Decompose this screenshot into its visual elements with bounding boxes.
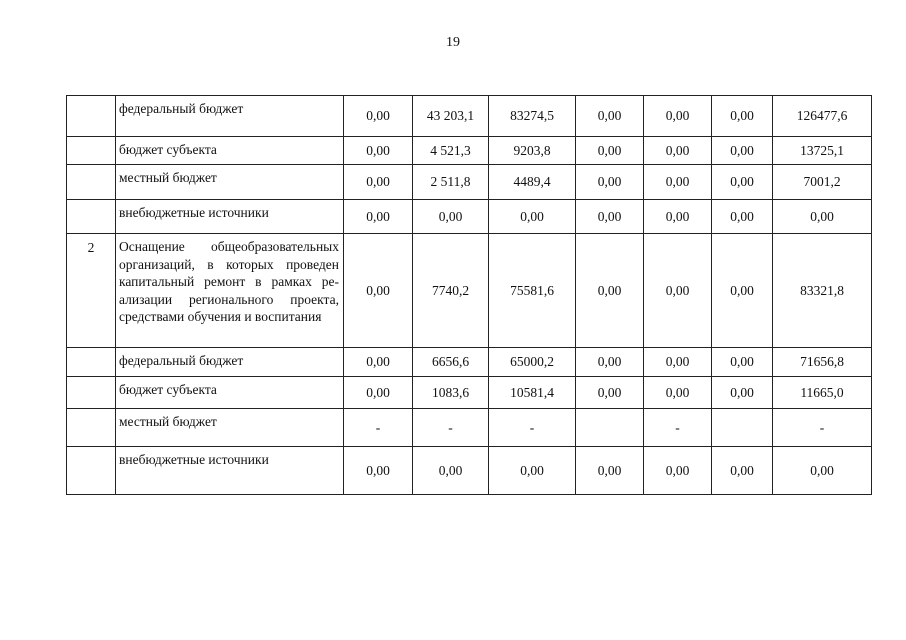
value-cell: 0,00 — [344, 348, 413, 377]
value-cell: 0,00 — [712, 137, 773, 165]
value-cell: 0,00 — [576, 165, 644, 200]
value-cell: - — [413, 409, 489, 447]
value-cell: 0,00 — [712, 165, 773, 200]
table-row — [67, 165, 872, 200]
table-row — [67, 96, 872, 137]
table-body — [67, 96, 872, 495]
value-cell: 13725,1 — [773, 137, 872, 165]
table-row — [67, 137, 872, 165]
row-index: 2 — [67, 234, 116, 348]
row-index — [67, 447, 116, 495]
value-cell: 0,00 — [712, 96, 773, 137]
table-row — [67, 409, 872, 447]
value-cell: - — [644, 409, 712, 447]
row-index — [67, 348, 116, 377]
value-cell: 4 521,3 — [413, 137, 489, 165]
value-cell: 71656,8 — [773, 348, 872, 377]
value-cell: 0,00 — [576, 234, 644, 348]
value-cell: 0,00 — [344, 165, 413, 200]
value-cell: 0,00 — [644, 377, 712, 409]
row-label: внебюджетные источники — [116, 447, 344, 495]
value-cell — [576, 409, 644, 447]
value-cell: 0,00 — [576, 200, 644, 234]
value-cell: 10581,4 — [489, 377, 576, 409]
value-cell: 0,00 — [644, 447, 712, 495]
row-index — [67, 137, 116, 165]
row-label: внебюджетные источники — [116, 200, 344, 234]
value-cell: 0,00 — [413, 200, 489, 234]
row-index — [67, 377, 116, 409]
value-cell: 1083,6 — [413, 377, 489, 409]
row-label: федеральный бюджет — [116, 96, 344, 137]
row-label: местный бюджет — [116, 409, 344, 447]
value-cell: 0,00 — [576, 447, 644, 495]
table-row — [67, 447, 872, 495]
row-index — [67, 96, 116, 137]
value-cell: 0,00 — [644, 200, 712, 234]
value-cell: - — [773, 409, 872, 447]
table-row — [67, 234, 872, 348]
table-row — [67, 377, 872, 409]
value-cell: 83321,8 — [773, 234, 872, 348]
row-index — [67, 409, 116, 447]
value-cell: - — [489, 409, 576, 447]
value-cell: 0,00 — [773, 200, 872, 234]
value-cell: 0,00 — [576, 137, 644, 165]
value-cell: 65000,2 — [489, 348, 576, 377]
value-cell: 0,00 — [344, 234, 413, 348]
value-cell: 0,00 — [344, 447, 413, 495]
row-label: бюджет субъекта — [116, 137, 344, 165]
table-row — [67, 200, 872, 234]
value-cell: 0,00 — [344, 96, 413, 137]
value-cell: 6656,6 — [413, 348, 489, 377]
value-cell: 0,00 — [489, 447, 576, 495]
row-index — [67, 165, 116, 200]
value-cell: 75581,6 — [489, 234, 576, 348]
row-label: бюджет субъекта — [116, 377, 344, 409]
row-index — [67, 200, 116, 234]
value-cell: 7001,2 — [773, 165, 872, 200]
value-cell: 0,00 — [712, 447, 773, 495]
value-cell: 0,00 — [644, 96, 712, 137]
value-cell: 0,00 — [576, 96, 644, 137]
value-cell: 0,00 — [576, 348, 644, 377]
value-cell: 0,00 — [712, 234, 773, 348]
value-cell: - — [344, 409, 413, 447]
value-cell: 0,00 — [644, 234, 712, 348]
value-cell: 2 511,8 — [413, 165, 489, 200]
value-cell: 0,00 — [773, 447, 872, 495]
row-label: федеральный бюджет — [116, 348, 344, 377]
value-cell: 43 203,1 — [413, 96, 489, 137]
value-cell: 0,00 — [576, 377, 644, 409]
value-cell — [712, 409, 773, 447]
value-cell: 0,00 — [644, 165, 712, 200]
value-cell: 0,00 — [344, 137, 413, 165]
value-cell: 4489,4 — [489, 165, 576, 200]
value-cell: 9203,8 — [489, 137, 576, 165]
value-cell: 83274,5 — [489, 96, 576, 137]
table-row — [67, 348, 872, 377]
row-label: Оснащение общеобразовательных организаций, в которых проведен капитальный ремонт в рамках реализации регионального проекта, средствами обучения и воспитания — [116, 234, 344, 348]
value-cell: 0,00 — [489, 200, 576, 234]
value-cell: 0,00 — [413, 447, 489, 495]
value-cell: 7740,2 — [413, 234, 489, 348]
page-number: 19 — [446, 35, 460, 50]
row-label: местный бюджет — [116, 165, 344, 200]
value-cell: 11665,0 — [773, 377, 872, 409]
value-cell: 0,00 — [712, 200, 773, 234]
value-cell: 126477,6 — [773, 96, 872, 137]
value-cell: 0,00 — [712, 348, 773, 377]
value-cell: 0,00 — [644, 348, 712, 377]
budget-table — [66, 95, 872, 495]
value-cell: 0,00 — [344, 377, 413, 409]
value-cell: 0,00 — [344, 200, 413, 234]
value-cell: 0,00 — [644, 137, 712, 165]
value-cell: 0,00 — [712, 377, 773, 409]
